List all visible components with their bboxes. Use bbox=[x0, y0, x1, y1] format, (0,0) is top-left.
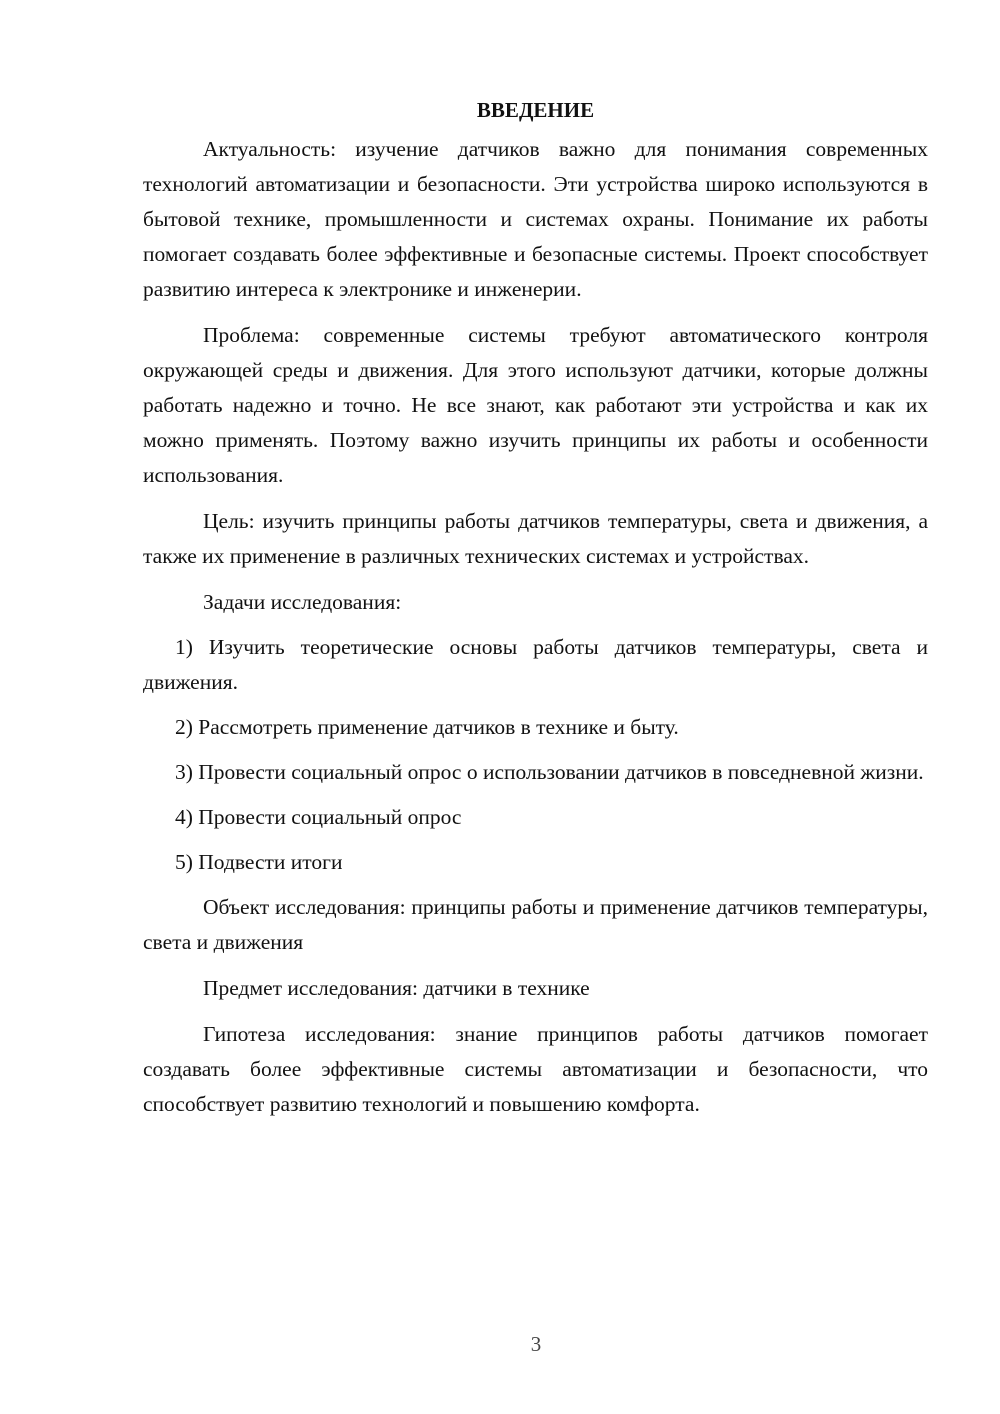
task-item: 1) Изучить теоретические основы работы датчиков температуры, света и движения. bbox=[143, 635, 928, 694]
paragraph-object: Объект исследования: принципы работы и применение датчиков температуры, света и движения bbox=[143, 895, 928, 954]
section-title: ВВЕДЕНИЕ bbox=[476, 98, 595, 122]
paragraph-hypothesis: Гипотеза исследования: знание принципов работы датчиков помогает создавать более эффективные системы автоматизации и безопасности, что способствует развитию технологий и повышению комфорта. bbox=[143, 1022, 928, 1116]
task-item: 3) Провести социальный опрос о использовании датчиков в повседневной жизни. bbox=[175, 760, 924, 784]
paragraph-problem: Проблема: современные системы требуют автоматического контроля окружающей среды и движения. Для этого используют датчики, которые должны работать надежно и точно. Не все знают, как работают эти устройства и как их можно применять. Поэтому важно изучить принципы их работы и особенности использования. bbox=[143, 323, 928, 487]
paragraph-goal: Цель: изучить принципы работы датчиков температуры, света и движения, а также их применение в различных технических системах и устройствах. bbox=[143, 509, 928, 568]
paragraph-subject: Предмет исследования: датчики в технике bbox=[203, 976, 590, 1000]
task-item: 4) Провести социальный опрос bbox=[175, 805, 462, 829]
paragraph-relevance: Актуальность: изучение датчиков важно для понимания современных технологий автоматизации и безопасности. Эти устройства широко используются в бытовой технике, промышленности и системах охраны. Понимание их работы помогает создавать более эффективные и безопасные системы. Проект способствует развитию интереса к электронике и инженерии. bbox=[143, 137, 928, 301]
paragraph-tasks-heading: Задачи исследования: bbox=[203, 590, 402, 614]
tasks-list bbox=[143, 630, 928, 880]
page-number: 3 bbox=[530, 1332, 542, 1356]
task-item: 2) Рассмотреть применение датчиков в технике и быту. bbox=[175, 715, 679, 739]
task-item: 5) Подвести итоги bbox=[175, 850, 343, 874]
document-page bbox=[143, 92, 928, 1133]
